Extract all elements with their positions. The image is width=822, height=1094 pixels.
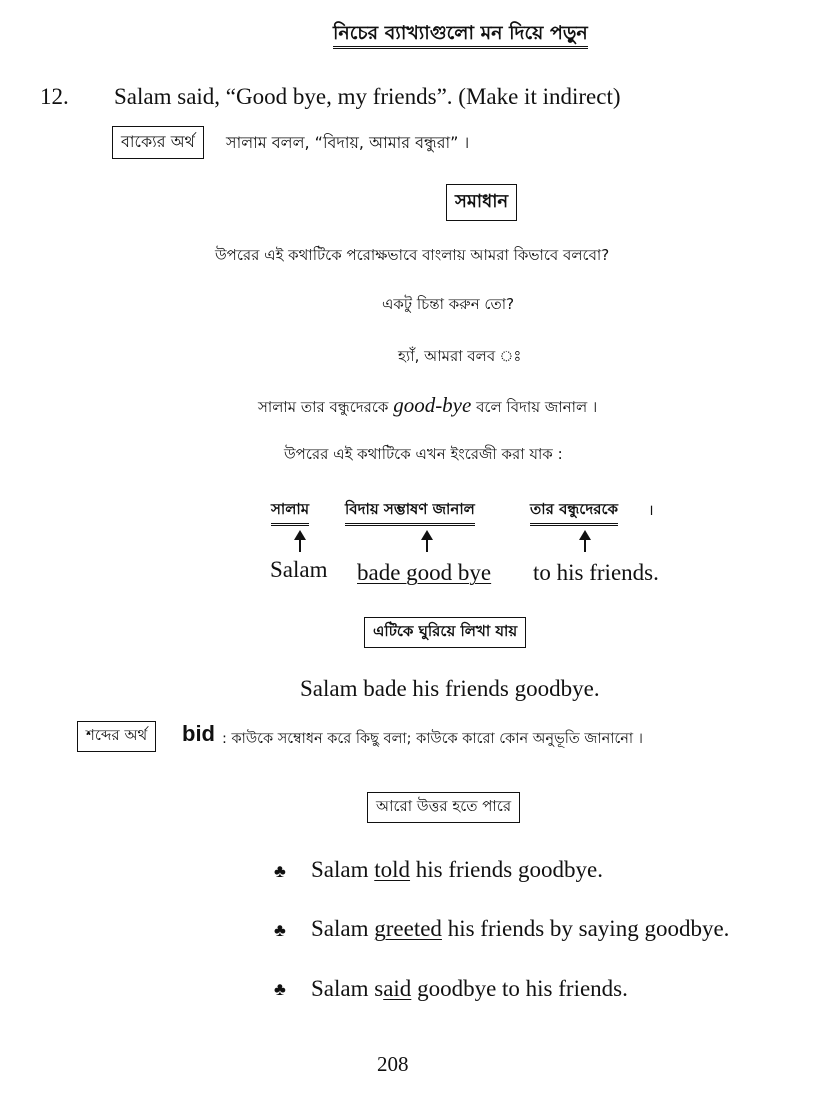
answer-1-post: his friends goodbye. xyxy=(410,857,603,882)
rewrite-sentence: Salam bade his friends goodbye. xyxy=(300,676,600,701)
mapping-bn-3: তার বন্ধুদেরকে xyxy=(530,498,618,526)
explanation-line-1: উপরের এই কথাটিকে পরোক্ষভাবে বাংলায় আমরা কিভাবে বলবো? xyxy=(215,246,610,264)
explanation-line-4-after: বলে বিদায় জানাল । xyxy=(471,398,598,416)
mapping-bn-1: সালাম xyxy=(271,498,309,526)
answer-1-underlined: told xyxy=(374,857,411,882)
answer-2-pre: Salam xyxy=(311,916,375,941)
word-meaning-word: bid xyxy=(182,721,215,746)
mapping-bn-end: । xyxy=(648,501,654,519)
answer-2-post: his friends by saying goodbye. xyxy=(441,916,730,941)
club-bullet-icon: ♣ xyxy=(274,861,286,881)
mapping-en-3: to his friends. xyxy=(533,560,659,585)
solution-label: সমাধান xyxy=(446,184,517,221)
answer-3 xyxy=(311,976,628,1002)
answer-1-pre: Salam xyxy=(311,857,375,882)
sentence-meaning-label: বাক্যের অর্থ xyxy=(112,126,204,159)
answer-2-underlined: greeted xyxy=(374,916,442,941)
word-meaning-text: : কাউকে সম্বোধন করে কিছু বলা; কাউকে কারো কোন অনুভূতি জানানো । xyxy=(222,731,643,747)
answer-1 xyxy=(311,857,603,883)
question-number: 12. xyxy=(40,84,69,109)
rewrite-label: এটিকে ঘুরিয়ে লিখা যায় xyxy=(364,617,526,648)
page-number: 208 xyxy=(377,1052,409,1076)
explanation-line-3: হ্যাঁ, আমরা বলব ঃ xyxy=(398,347,522,365)
explanation-line-4-before: সালাম তার বন্ধুদেরকে xyxy=(258,398,394,416)
question-text: Salam said, “Good bye, my friends”. (Make it indirect) xyxy=(114,84,621,109)
club-bullet-icon: ♣ xyxy=(274,920,286,940)
answer-3-pre: Salam s xyxy=(311,976,384,1001)
club-bullet-icon: ♣ xyxy=(274,979,286,999)
sentence-meaning-text: সালাম বলল, “বিদায়, আমার বন্ধুরা” । xyxy=(226,133,470,152)
explanation-line-5: উপরের এই কথাটিকে এখন ইংরেজী করা যাক : xyxy=(284,445,563,463)
answer-2 xyxy=(311,916,729,942)
explanation-line-4-italic: good-bye xyxy=(393,393,472,417)
mapping-bn-2: বিদায় সম্ভাষণ জানাল xyxy=(345,498,475,526)
explanation-line-2: একটু চিন্তা করুন তো? xyxy=(382,295,515,313)
mapping-en-1: Salam xyxy=(270,557,328,582)
explanation-line-4 xyxy=(258,393,597,421)
word-meaning-label: শব্দের অর্থ xyxy=(77,721,156,752)
answer-3-underlined: aid xyxy=(383,976,412,1001)
more-answers-label: আরো উত্তর হতে পারে xyxy=(367,792,520,823)
mapping-en-2: bade good bye xyxy=(357,560,492,585)
answer-3-post: goodbye to his friends. xyxy=(411,976,628,1001)
page-heading: নিচের ব্যাখ্যাগুলো মন দিয়ে পড়ুন xyxy=(333,20,588,49)
